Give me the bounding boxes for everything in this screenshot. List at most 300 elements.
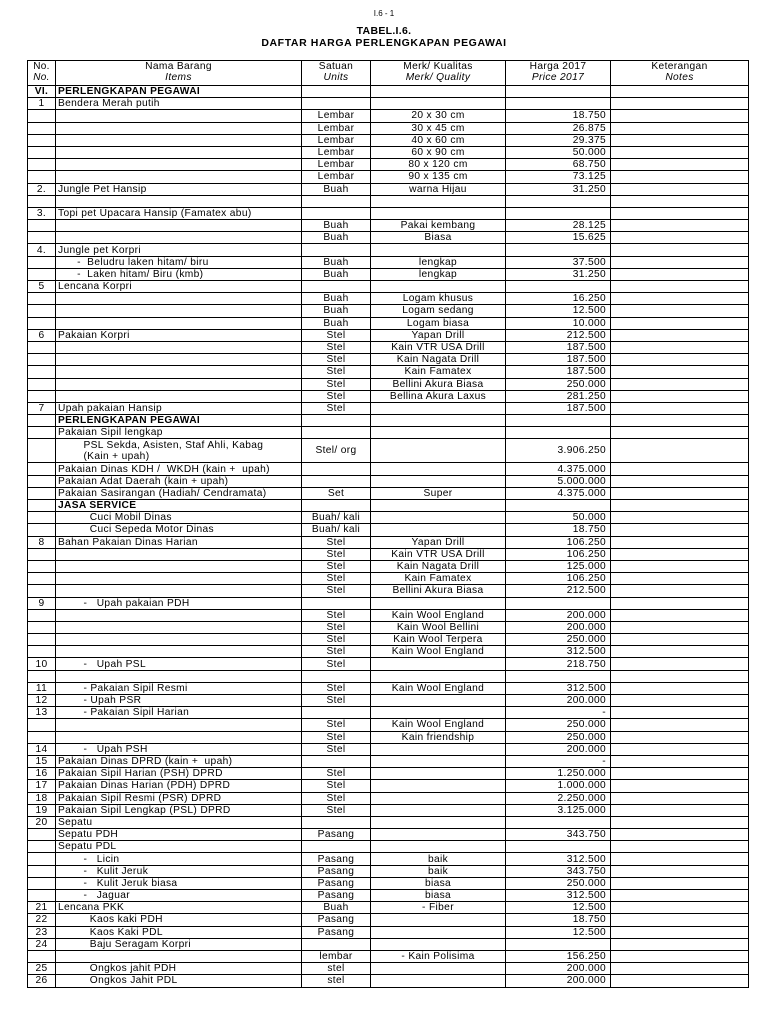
table-row [28, 171, 749, 183]
cell-merk [371, 743, 506, 755]
cell-no [28, 621, 56, 633]
cell-no: 9 [28, 597, 56, 609]
cell-satuan: Stel [302, 329, 371, 341]
cell-nama [56, 573, 302, 585]
cell-nama: Bahan Pakaian Dinas Harian [56, 536, 302, 548]
table-row [28, 512, 749, 524]
cell-no: 12 [28, 695, 56, 707]
cell-satuan [302, 938, 371, 950]
cell-merk: Logam khusus [371, 293, 506, 305]
cell-nama: PSL Sekda, Asisten, Staf Ahli, Kabag (Kain + upah) [56, 439, 302, 463]
cell-merk: lengkap [371, 268, 506, 280]
cell-satuan: Buah [302, 293, 371, 305]
cell-satuan: Stel [302, 609, 371, 621]
cell-satuan [302, 816, 371, 828]
cell-satuan: Lembar [302, 159, 371, 171]
cell-harga: 312.500 [506, 890, 611, 902]
cell-keterangan [611, 755, 749, 767]
table-row [28, 439, 749, 463]
header-no-label: No. [33, 61, 50, 72]
table-row [28, 938, 749, 950]
header-merk-en: Merk/ Quality [405, 72, 471, 83]
table-row [28, 281, 749, 293]
cell-harga: 187.500 [506, 341, 611, 353]
header-no [28, 61, 56, 86]
cell-merk: 40 x 60 cm [371, 134, 506, 146]
cell-satuan: Stel [302, 780, 371, 792]
table-header [28, 61, 749, 86]
cell-merk [371, 415, 506, 427]
table-row [28, 98, 749, 110]
cell-no [28, 195, 56, 207]
cell-harga: 68.750 [506, 159, 611, 171]
table-row [28, 536, 749, 548]
table-row [28, 293, 749, 305]
table-row [28, 159, 749, 171]
cell-nama [56, 134, 302, 146]
cell-harga: 187.500 [506, 366, 611, 378]
cell-satuan: Stel [302, 378, 371, 390]
cell-nama [56, 220, 302, 232]
cell-nama: Jungle Pet Hansip [56, 183, 302, 195]
cell-keterangan [611, 536, 749, 548]
cell-merk [371, 695, 506, 707]
cell-satuan: Buah/ kali [302, 524, 371, 536]
cell-harga: 212.500 [506, 329, 611, 341]
cell-nama [56, 146, 302, 158]
cell-satuan [302, 707, 371, 719]
cell-satuan: Lembar [302, 134, 371, 146]
table-row [28, 853, 749, 865]
cell-keterangan [611, 220, 749, 232]
cell-harga: 200.000 [506, 743, 611, 755]
cell-nama: PERLENGKAPAN PEGAWAI [56, 415, 302, 427]
cell-nama: Jungle pet Korpri [56, 244, 302, 256]
cell-no [28, 890, 56, 902]
cell-satuan: Buah [302, 902, 371, 914]
cell-nama [56, 378, 302, 390]
header-ket-en: Notes [665, 72, 694, 83]
cell-satuan [302, 427, 371, 439]
cell-harga: 187.500 [506, 354, 611, 366]
cell-no [28, 719, 56, 731]
cell-harga: 312.500 [506, 646, 611, 658]
cell-satuan: Pasang [302, 829, 371, 841]
cell-nama [56, 621, 302, 633]
table-row [28, 134, 749, 146]
cell-merk: Kain Nagata Drill [371, 354, 506, 366]
cell-keterangan [611, 500, 749, 512]
cell-nama [56, 293, 302, 305]
cell-merk: Logam sedang [371, 305, 506, 317]
cell-merk: warna Hijau [371, 183, 506, 195]
cell-nama: - Pakaian Sipil Harian [56, 707, 302, 719]
cell-nama: Pakaian Korpri [56, 329, 302, 341]
cell-nama [56, 110, 302, 122]
cell-satuan: stel [302, 975, 371, 987]
cell-harga: 250.000 [506, 634, 611, 646]
table-row [28, 268, 749, 280]
table-row [28, 695, 749, 707]
cell-harga: 31.250 [506, 183, 611, 195]
cell-keterangan [611, 890, 749, 902]
cell-harga: 29.375 [506, 134, 611, 146]
cell-no [28, 110, 56, 122]
cell-keterangan [611, 841, 749, 853]
cell-merk: Kain Wool England [371, 609, 506, 621]
header-harga [506, 61, 611, 86]
cell-no: 20 [28, 816, 56, 828]
cell-keterangan [611, 146, 749, 158]
cell-no: 23 [28, 926, 56, 938]
header-harga-en: Price 2017 [531, 72, 585, 83]
cell-no [28, 841, 56, 853]
cell-nama: Cuci Sepeda Motor Dinas [56, 524, 302, 536]
cell-satuan [302, 500, 371, 512]
cell-merk: baik [371, 853, 506, 865]
cell-no [28, 256, 56, 268]
table-row [28, 829, 749, 841]
cell-satuan: Stel [302, 560, 371, 572]
cell-merk [371, 975, 506, 987]
cell-merk: lengkap [371, 256, 506, 268]
cell-no: 17 [28, 780, 56, 792]
cell-keterangan [611, 207, 749, 219]
cell-no [28, 731, 56, 743]
cell-harga: 106.250 [506, 573, 611, 585]
table-row [28, 658, 749, 670]
cell-harga: 12.500 [506, 902, 611, 914]
cell-satuan: Buah [302, 232, 371, 244]
cell-no: 18 [28, 792, 56, 804]
cell-satuan: Stel [302, 634, 371, 646]
cell-no [28, 305, 56, 317]
table-row [28, 232, 749, 244]
cell-keterangan [611, 950, 749, 962]
cell-merk [371, 829, 506, 841]
table-row [28, 780, 749, 792]
cell-satuan [302, 475, 371, 487]
cell-satuan: Stel [302, 658, 371, 670]
cell-keterangan [611, 597, 749, 609]
cell-no: 14 [28, 743, 56, 755]
cell-satuan: Stel [302, 792, 371, 804]
cell-no [28, 378, 56, 390]
cell-keterangan [611, 731, 749, 743]
cell-no [28, 950, 56, 962]
cell-no [28, 670, 56, 682]
cell-merk [371, 195, 506, 207]
cell-satuan: Pasang [302, 926, 371, 938]
cell-no [28, 487, 56, 499]
cell-keterangan [611, 183, 749, 195]
cell-harga: 26.875 [506, 122, 611, 134]
cell-satuan: Stel [302, 768, 371, 780]
cell-satuan: Stel [302, 682, 371, 694]
cell-merk [371, 804, 506, 816]
table-row [28, 402, 749, 414]
cell-satuan: Stel [302, 743, 371, 755]
table-row [28, 244, 749, 256]
cell-merk [371, 841, 506, 853]
cell-harga [506, 281, 611, 293]
cell-no [28, 232, 56, 244]
cell-keterangan [611, 378, 749, 390]
cell-keterangan [611, 487, 749, 499]
cell-nama: - Upah PSH [56, 743, 302, 755]
cell-merk: Kain Wool Terpera [371, 634, 506, 646]
cell-harga: 73.125 [506, 171, 611, 183]
cell-harga: 12.500 [506, 926, 611, 938]
table-row [28, 207, 749, 219]
cell-keterangan [611, 743, 749, 755]
cell-nama [56, 122, 302, 134]
header-merk [371, 61, 506, 86]
cell-merk: Bellini Akura Biasa [371, 378, 506, 390]
cell-satuan [302, 597, 371, 609]
table-row [28, 597, 749, 609]
cell-satuan: stel [302, 963, 371, 975]
cell-keterangan [611, 804, 749, 816]
cell-merk [371, 597, 506, 609]
cell-harga: 312.500 [506, 853, 611, 865]
cell-nama: - Pakaian Sipil Resmi [56, 682, 302, 694]
cell-keterangan [611, 609, 749, 621]
cell-keterangan [611, 548, 749, 560]
cell-keterangan [611, 171, 749, 183]
table-row [28, 390, 749, 402]
cell-no: 22 [28, 914, 56, 926]
cell-nama: - Kulit Jeruk [56, 865, 302, 877]
table-row [28, 646, 749, 658]
cell-nama: Pakaian Sipil Harian (PSH) DPRD [56, 768, 302, 780]
cell-keterangan [611, 707, 749, 719]
table-row [28, 621, 749, 633]
cell-satuan: Stel [302, 536, 371, 548]
cell-harga: 3.906.250 [506, 439, 611, 463]
table-row [28, 427, 749, 439]
cell-harga: 106.250 [506, 536, 611, 548]
cell-nama: Ongkos Jahit PDL [56, 975, 302, 987]
cell-keterangan [611, 853, 749, 865]
cell-nama: Pakaian Sipil Lengkap (PSL) DPRD [56, 804, 302, 816]
cell-keterangan [611, 256, 749, 268]
cell-keterangan [611, 122, 749, 134]
cell-no: 10 [28, 658, 56, 670]
cell-nama: Kaos Kaki PDL [56, 926, 302, 938]
cell-merk: Bellini Akura Biasa [371, 585, 506, 597]
cell-harga: 16.250 [506, 293, 611, 305]
table-row [28, 183, 749, 195]
cell-harga: 250.000 [506, 731, 611, 743]
cell-keterangan [611, 415, 749, 427]
cell-merk: Yapan Drill [371, 329, 506, 341]
cell-no: VI. [28, 86, 56, 98]
table-row [28, 585, 749, 597]
cell-nama [56, 609, 302, 621]
cell-keterangan [611, 816, 749, 828]
cell-harga: 1.000.000 [506, 780, 611, 792]
cell-satuan: Lembar [302, 122, 371, 134]
cell-keterangan [611, 573, 749, 585]
cell-harga: 1.250.000 [506, 768, 611, 780]
cell-merk [371, 768, 506, 780]
cell-harga: - [506, 755, 611, 767]
table-row [28, 317, 749, 329]
table-row [28, 487, 749, 499]
table-row [28, 378, 749, 390]
cell-nama [56, 719, 302, 731]
cell-keterangan [611, 902, 749, 914]
cell-nama: - Upah pakaian PDH [56, 597, 302, 609]
cell-no [28, 475, 56, 487]
cell-merk: - Fiber [371, 902, 506, 914]
cell-keterangan [611, 98, 749, 110]
cell-keterangan [611, 780, 749, 792]
cell-nama [56, 354, 302, 366]
cell-nama [56, 950, 302, 962]
cell-keterangan [611, 621, 749, 633]
cell-merk: Biasa [371, 232, 506, 244]
cell-no [28, 354, 56, 366]
cell-merk: Pakai kembang [371, 220, 506, 232]
cell-no [28, 341, 56, 353]
table-row [28, 841, 749, 853]
cell-keterangan [611, 634, 749, 646]
cell-harga: 156.250 [506, 950, 611, 962]
cell-keterangan [611, 682, 749, 694]
cell-keterangan [611, 390, 749, 402]
cell-merk [371, 475, 506, 487]
cell-nama [56, 171, 302, 183]
cell-satuan [302, 415, 371, 427]
cell-keterangan [611, 341, 749, 353]
cell-harga: 250.000 [506, 378, 611, 390]
cell-keterangan [611, 975, 749, 987]
cell-satuan [302, 207, 371, 219]
cell-harga: 10.000 [506, 317, 611, 329]
cell-merk: Super [371, 487, 506, 499]
cell-no [28, 865, 56, 877]
cell-nama [56, 560, 302, 572]
cell-keterangan [611, 244, 749, 256]
cell-no: 4. [28, 244, 56, 256]
cell-merk: baik [371, 865, 506, 877]
cell-no [28, 573, 56, 585]
table-row [28, 731, 749, 743]
cell-keterangan [611, 560, 749, 572]
cell-satuan: Lembar [302, 146, 371, 158]
table-row [28, 975, 749, 987]
cell-nama: - Kulit Jeruk biasa [56, 877, 302, 889]
cell-no: 1 [28, 98, 56, 110]
cell-keterangan [611, 963, 749, 975]
cell-satuan: Stel [302, 646, 371, 658]
cell-nama [56, 195, 302, 207]
cell-keterangan [611, 695, 749, 707]
cell-merk [371, 86, 506, 98]
table-row [28, 86, 749, 98]
cell-satuan: Lembar [302, 171, 371, 183]
cell-merk [371, 914, 506, 926]
cell-no [28, 366, 56, 378]
cell-keterangan [611, 232, 749, 244]
cell-harga: - [506, 707, 611, 719]
cell-harga: 3.125.000 [506, 804, 611, 816]
cell-nama [56, 390, 302, 402]
cell-merk: Logam biasa [371, 317, 506, 329]
cell-satuan: Buah [302, 317, 371, 329]
cell-merk [371, 207, 506, 219]
cell-merk: Kain Famatex [371, 573, 506, 585]
table-row [28, 950, 749, 962]
cell-keterangan [611, 354, 749, 366]
cell-nama: Sepatu PDL [56, 841, 302, 853]
header-nama [56, 61, 302, 86]
cell-merk: 60 x 90 cm [371, 146, 506, 158]
cell-nama [56, 317, 302, 329]
cell-satuan: Buah [302, 256, 371, 268]
cell-harga [506, 415, 611, 427]
cell-no [28, 548, 56, 560]
cell-satuan: Stel [302, 390, 371, 402]
cell-no: 24 [28, 938, 56, 950]
cell-keterangan [611, 134, 749, 146]
cell-keterangan [611, 719, 749, 731]
cell-no [28, 268, 56, 280]
table-row [28, 146, 749, 158]
table-row [28, 366, 749, 378]
cell-no: 11 [28, 682, 56, 694]
cell-harga: 5.000.000 [506, 475, 611, 487]
cell-merk: 80 x 120 cm [371, 159, 506, 171]
table-row [28, 804, 749, 816]
cell-satuan: Stel [302, 804, 371, 816]
cell-no [28, 634, 56, 646]
table-row [28, 926, 749, 938]
header-satuan [302, 61, 371, 86]
cell-harga: 31.250 [506, 268, 611, 280]
cell-keterangan [611, 366, 749, 378]
cell-nama: Sepatu PDH [56, 829, 302, 841]
table-row [28, 341, 749, 353]
cell-harga: 18.750 [506, 110, 611, 122]
cell-harga: 343.750 [506, 829, 611, 841]
cell-satuan [302, 244, 371, 256]
cell-no [28, 220, 56, 232]
header-nama-en: Items [165, 72, 192, 83]
cell-nama: - Licin [56, 853, 302, 865]
cell-keterangan [611, 159, 749, 171]
cell-no [28, 500, 56, 512]
table-row [28, 329, 749, 341]
cell-satuan: Pasang [302, 890, 371, 902]
cell-merk [371, 524, 506, 536]
cell-harga: 18.750 [506, 524, 611, 536]
cell-no: 19 [28, 804, 56, 816]
cell-harga [506, 670, 611, 682]
cell-merk [371, 98, 506, 110]
cell-nama: Pakaian Dinas DPRD (kain + upah) [56, 755, 302, 767]
table-row [28, 110, 749, 122]
table-row [28, 768, 749, 780]
cell-harga: 343.750 [506, 865, 611, 877]
cell-satuan: Stel [302, 719, 371, 731]
cell-satuan: Stel/ org [302, 439, 371, 463]
cell-satuan: Stel [302, 366, 371, 378]
cell-nama: Pakaian Adat Daerah (kain + upah) [56, 475, 302, 487]
cell-merk: biasa [371, 890, 506, 902]
